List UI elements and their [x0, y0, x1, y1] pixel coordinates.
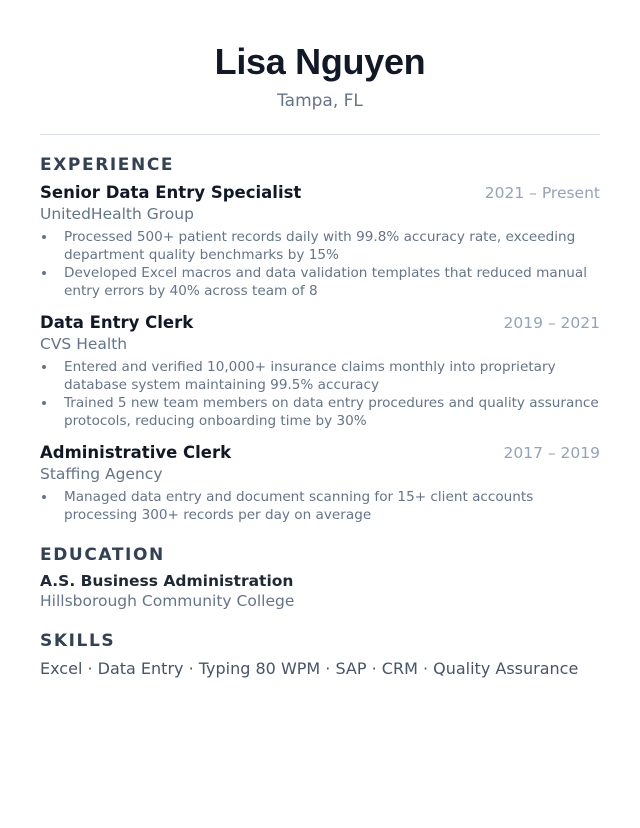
- job-bullet: Managed data entry and document scanning for 15+ client accounts processing 300+ records per day on average: [40, 488, 600, 524]
- skills-list: Excel · Data Entry · Typing 80 WPM · SAP · CRM · Quality Assurance: [40, 659, 579, 678]
- job-dates: 2019 – 2021: [503, 314, 600, 332]
- experience-heading: EXPERIENCE: [40, 155, 175, 175]
- job-header: [40, 312, 600, 334]
- job-company: UnitedHealth Group: [40, 205, 194, 223]
- job-header: [40, 182, 600, 204]
- skills-heading: SKILLS: [40, 631, 116, 651]
- job-bullets: [40, 488, 600, 524]
- job-dates: 2021 – Present: [484, 184, 600, 202]
- job-entry: [40, 442, 600, 524]
- job-bullet: Processed 500+ patient records daily with 99.8% accuracy rate, exceeding department quality benchmarks by 15%: [40, 228, 600, 264]
- education-school: Hillsborough Community College: [40, 592, 295, 610]
- candidate-name: Lisa Nguyen: [214, 41, 426, 82]
- resume-header: [40, 0, 600, 112]
- experience-section: [40, 154, 600, 524]
- job-bullet: Entered and verified 10,000+ insurance claims monthly into proprietary database system maintaining 99.5% accuracy: [40, 358, 600, 394]
- job-entry: [40, 182, 600, 300]
- job-title: Data Entry Clerk: [40, 313, 194, 332]
- job-header: [40, 442, 600, 464]
- education-degree: A.S. Business Administration: [40, 572, 294, 590]
- candidate-location: Tampa, FL: [277, 91, 363, 111]
- job-company: CVS Health: [40, 335, 128, 353]
- job-company: Staffing Agency: [40, 465, 163, 483]
- job-entry: [40, 312, 600, 430]
- job-bullet: Developed Excel macros and data validation templates that reduced manual entry errors by 40% across team of 8: [40, 264, 600, 300]
- education-heading: EDUCATION: [40, 545, 165, 565]
- header-divider: [40, 134, 600, 135]
- job-title: Administrative Clerk: [40, 443, 232, 462]
- skills-section: [40, 630, 600, 680]
- job-bullets: [40, 358, 600, 430]
- job-dates: 2017 – 2019: [503, 444, 600, 462]
- job-bullet: Trained 5 new team members on data entry procedures and quality assurance protocols, reducing onboarding time by 30%: [40, 394, 600, 430]
- education-section: [40, 544, 600, 611]
- job-title: Senior Data Entry Specialist: [40, 183, 302, 202]
- job-bullets: [40, 228, 600, 300]
